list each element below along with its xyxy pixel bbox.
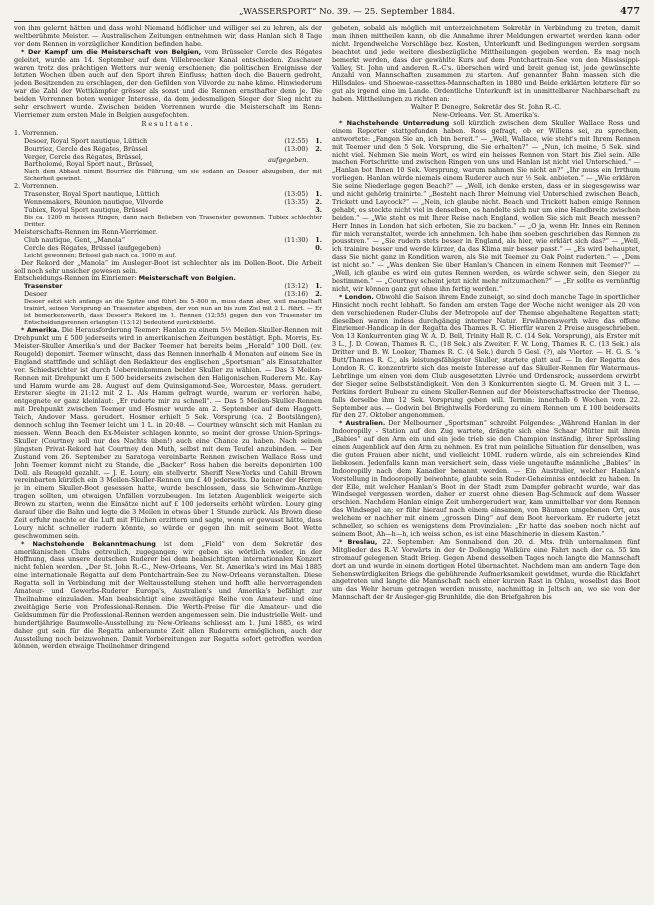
result-name: Tubiex, Royal Sport nautique, Brüssel <box>24 207 148 215</box>
result-row <box>14 283 322 291</box>
result-place: 2. <box>315 144 322 153</box>
article-heading: * London. <box>339 292 374 301</box>
running-title: „WASSERSPORT“ No. 39. — 25. September 1884. <box>239 7 456 17</box>
paragraph-continued: von ihm gelernt hätten und dass wohl Niemand höflicher und williger sei zu lehren, als der weltberühmte Meister. — Australischen Zeitungen entnehmen wir, dass Hanlan sich 8 Tage vor dem Rennen in vorzüglicher Kondition befinden habe. <box>14 25 322 48</box>
heat-note: Nach dem Abbaut nimmt Bourriez die Führung, um sie sodann an Desoer abzugeben, der mit Sicherheit gewinnt. <box>24 169 322 183</box>
paragraph-continued: gebeten, sobald als möglich mit unterzeichnetem Sekretär in Verbindung zu treten, damit man ihnen mittheilen kann, ob die Annahme ihrer Meldungen erwartet werden kann oder nicht. Irgendwelche Vorschläge bez. Kosten, Unterkunft und Bedingungen werden sorgsam beachtet und jede weitere diesbezügliche Mittheilungen gegeben werden. Es mag noch bemerkt werden, dass der gewählte Kurs auf dem Pontchartrain-See von den Mississippi-Valley, St. John und anderen R.-C's. überschen wird und breit genug ist, jede gewünschte Anzahl von Mannschaften zusammen zu starten. Auf genannter Bahn massen sich die Hillsdales- und Shoewae-cassettes-Mannschaften in 1880 und Beide erklärten letztere für so gut als irgend eine im Lande. Ordentliche Unterkunft ist in unmittelbarer Nachbarschaft zu haben. Mittheilungen zu richten an: <box>332 25 640 104</box>
result-name: Trasenster, Royal Sport nautique, Lüttich <box>24 191 160 199</box>
result-time: (13:00) <box>284 144 308 153</box>
right-column <box>332 25 640 905</box>
article-amerika <box>14 327 322 540</box>
left-column <box>14 25 322 905</box>
result-row-group <box>14 154 322 170</box>
article-text: vom Brüsseler Cercle des Régates geleitet, wurde am 14. September auf dem Villebroecker Kanal entschieden. Zuschauer waren trotz des prächtigen Wetters nur wenig erschienen; die politischen Ereignisse der letzten Wochen üben auch auf den Sport ihren Einfluss; hatten doch die Bauern gedroht, jeden Besitzenden zu erschlagen, der den Gefilden von Vilvorde zu nahe käme. Hinwiederum war die Zahl der Wettkämpfer grösser als sonst und die Rennen ernsthafter denn je. Die beiden Vorrennen boten weniger Interesse, da dem jedesmaligen Sieger der Sieg nicht zu sehr erschwert wurde. Zwischen beiden Vorrennen wurde die Meisterschaft im Renn-Vierriemer zum ersten Male in Belgien ausgefochten. <box>14 47 322 119</box>
result-name: Bourriez, Cercle des Régates, Brüssel <box>24 145 148 153</box>
result-row <box>14 207 322 215</box>
article-text: Obwohl die Saison ihrem Ende zuneigt, so sind doch manche Tage in sportlicher Hinsicht noch recht lebhaft. So fanden am ersten Tage der Woche nicht weniger als 20 von den verschiedenen Ruder-Clubs der Metropole auf der Themse abgehaltene Regatten statt; dieselben waren indess durchgängig interner Natur. Erwähnenswerth wäre das offene Einriemer-Handicap in der Regatta des Thames R. C. Hierfür waren 2 Preise ausgeschrieben. Von 13 Konkurrenten ging W. A. D. Bell, Trinity Hall R. C. (14 Sek. Vorsprung), als Erster mit 3 L., J. D. Cowan, Thames R. C., (18 Sek.) als Zweiter. F. W. Long, Thames R. C. (13 Sek.) als Dritter und B. W. Looker, Thames R. C. (4 Sek.) durch 5 Gesl. (?), als Vierter. — H. G. S. 's Butt/Thames R. C., als leistungsfähigster Skuller, startete glatt auf. — In der Regatta des London R. C. konzentrirte sich das meiste Interesse auf das Skuller-Rennen für Watermaus-Lehrlinge um einen von dem Club ausgesetzten Livrée und Ordensrock; ausserdem erwirbt der Sieger seine Selbstständigkeit. Von den 3 Konkurrenten siegte G. M. Green mit 3 L. — Perkins fordert Bubear zu einem Skuller-Rennen auf der Meisterschaftsstrecke der Themse, falls derselbe ihm 12 Sek. Vorsprung geben will. Termin: innerhalb 6 Wochen vom 22. September aus. — Godwin bei Brightwells Forderung zu einem Rennen um £ 100 beiderseits für den 27. Oktober angenommen. <box>332 292 640 420</box>
final-title <box>14 275 322 283</box>
result-place: 3. <box>315 206 322 215</box>
result-row <box>14 138 322 146</box>
result-place: 0. <box>315 243 322 252</box>
heat1-title: 1. Vorrennen. <box>14 128 59 137</box>
article-text: Der Melbourner „Sportsman“ schreibt Folgendes: „Während Hanlan in der Indooropilly - Station auf den Zug wartete, drängte sich eine Schaar Mütter mit ihren „Babies“ auf den Arm ein und ein jede trieb sie den Champion inständig, ihrer Sprössling einen Augenblick auf den Arm zu nehmen. Es trat nun peinliche Situation für denselben, was die guten Frauen aber nicht, und vielleicht 10MI. rudern würde, als ein schreiendes Kind liebkosen. Jedenfalls kann man versichert sein, dass viele ungetaufte männliche „Babies“ in Indooropilly nach dem Kanadier benannt werden. — Ein Australier, welcher Hanlan's Vorstellung in Indooropolly beiwohnte, glaubte sein Ruder-Geheimniss entdeckt zu haben. In der Eile, mit welcher Hanlan's Boot in der Stadt zum Dampfer gebracht wurde, war das Windsegel vergessen worden, daher er zuerst ohne diesen Bag-Schmuck auf dem Wasser erschien. Nachdem Hanlan einige Zeit umhergerudert war, kam unmittelbar vor dem Rennen das Windsegel an; er führ hierauf nach einem einsamen, von Bäumen umgebenen Ort, aus welchem er nachher mit einem „grossen Ding“ auf dem Boot hervorkam. Er ruderte jetzt schneller, so schien es wenigstens dem Provinzialen: „Er hatte das soeben noch nicht auf seinem Boot, Ah—h—h, ich weiss schon, es ist eine Maschinerie in diesem Kasten.“ <box>332 419 640 538</box>
article-breslau <box>332 539 640 602</box>
final-title-bold: Meisterschaft von Belgien. <box>138 274 236 283</box>
result-place: 1. <box>315 235 322 244</box>
result-place: 2. <box>315 198 322 207</box>
result-place: 1. <box>315 136 322 145</box>
signature-line: New-Orleans. Ver. St. Amerika's. <box>432 110 540 119</box>
article-heading: * Nachstehende Bekanntmachung <box>21 539 156 548</box>
heat-note: Desoer setzt sich anfangs an die Spitze und führt bis 5–800 m, muss dann aber, weil mangelhaft trainirt, seinen Vorsprung an Trasenster abgeben, der von nun an bis zum Ziel mit 2 L. führt. — Er ist bemerkenswerth, dass Desoer's Rekord im 1. Rennen (12:55) gegen den von Trasenster im Entscheidungsrennen erlangten (13:12) bedeutend zurückbleibt. <box>24 299 322 327</box>
result-name: Desoer, Royal Sport nautique, Lüttich <box>24 137 148 145</box>
article-text: 22. September. Am Sonnabend den 20. d. Mts. früh unternahmen fünf Mitglieder des R.-V. Vorwärts in der 4r Dollengig Walküre eine Fahrt nach der ca. 55 km stromauf gelegenen Stadt Brieg. Gegen Abend desselben Tages noch langte die Mannschaft dort an und wurde in einem dortigen Hotel übernachtet. Nachdem man am andern Tage den Sehenswürdigkeiten Briegs die gebührende Aufmerksamkeit gewidmet, wurde die Rückfahrt angetreten und langte die Mannschaft nach einer kurzen Rast in Ohlau, woselbst das Boot um das Wehr herum getragen werden musste, nachmittag in Jeltsch an, wo sie von der Mannschaft der 4r Ausleger-gig Brunhilde, die den Briefgahren bis <box>332 537 640 602</box>
heat2-title: 2. Vorrennen. <box>14 182 59 191</box>
result-name: Desoer <box>24 291 48 299</box>
result-name: Wennemakers, Réunion nautique, Vilvorde <box>24 199 164 207</box>
result-row <box>14 146 322 154</box>
article-heading: * Nachstehende Unterredung <box>339 118 450 127</box>
heat-note: Bis ca. 1200 m heisses Ringen, dann nach Belieben von Trasenster gewonnen. Tubiex schlechter Dritter. <box>24 214 322 228</box>
result-row <box>14 199 322 207</box>
result-time: (13:12) <box>284 282 308 291</box>
result-status: aufgegeben. <box>268 155 309 164</box>
article-heading: * Amerika. <box>21 326 60 335</box>
result-row <box>14 191 322 199</box>
result-name: Cercle des Régates, Brüssel (aufgegeben) <box>24 244 161 252</box>
article-text: soll kürzlich zwischen dem Skuller Wallace Ross und einem Reporter stattgefunden haben. Ross gefragt, ob er Willens sei, zu sprechen, antwortete: „Fangen Sie an, ich bin bereit.“ — „Well, Wallace, wie steht's mit Ihrem Rennen mit Teemer und den 5 Sek. Vorsprung, die Sie erhalten?“ — „Nun, ich meine, 5 Sek. sind nicht viel. Nehmen Sie mein Wort, es wird ein heisses Rennen von Start bis Ziel sein. Alle machen Fortschritte und zwischen Ringen von uns und Hanlan ist nicht viel Unterschied.“ — „Hanlan bot Ihnen 10 Sek. Vorsprung, warum nahmen Sie nicht an?“ „Ihr muss ein Irrthum vorliegen. Hanlan würde niemals einem Ruderer auch nur ½ Sek. anbieten.“ — „Wie erklären Sie seine Niederlage gegen Beach?“ — „Well, ich denke ersten, dass er in siegesgewiss war und nicht gehörig trainirte.“ „Besteht nach Ihrer Meinung viel Unterschied zwischen Beach, Trickett und Laycock?“ — „Nein, ich glaube nicht. Beach und Trickett haben einige Rennen gehabt, es steckte nicht viel in denselben, es handelte sich nur um eine Handbreite zwischen beiden.“ — „Wie steht es mit Ihrer Reise nach England, wollen Sie sich mit Beach messen? Herr Innes in London hat sich erboten, Sie zu backen.“ — „O ja, wenn Hr. Innes ein Rennen für mich veranstaltet, werde ich annehmen. Ich habe ihm soeben geschrieben das Rennen zu pousstren.“ — „Sie rudern stets besser in England, als hier, wie erklärt sich das?“ — „Well, ich trainire besser und werde kürzer, da das Klima mir besser passt.“ — „Es wird behauptet, dass Sie nicht ganz in Kondition waren, als Sie mit Teemer zu Oak Point ruderten.“ — „Dem ist nicht so.“ — „Was denken Sie über Hanlan's Chancen in einem Rennen mit Teemer?“ — „Well, ich glaube es wird ein gutes Rennen werden, es würde schwer sein, den Sieger zu bestimmen.“ — „Courtney scheint jetzt nicht mehr mitzumachen?“ — „Er sollte es vernünftig nicht, wir können ganz gut ohne ihn fertig werden.“ <box>332 118 640 293</box>
result-row <box>14 291 322 299</box>
page-header <box>14 6 640 22</box>
article-london <box>332 294 640 421</box>
signature-line: Walter P. Denegre, Sekretär des St. John R.-C. <box>410 103 562 112</box>
result-time: (11:30) <box>284 235 308 244</box>
result-name: Trasenster <box>24 283 63 291</box>
article-heading: * Australien. <box>339 419 386 428</box>
result-time: (13:35) <box>284 198 308 207</box>
article-bekanntmachung <box>14 541 322 652</box>
result-name: Bartholomé, Royal Sport naut., Brüssel, <box>24 160 154 169</box>
article-text: Die Herausforderung Teemer: Hanlan zu einem 5½ Meilen-Skuller-Rennen mit Drehpunkt um £ 500 jederseits wird in amerikanischen Zeitungen bestätigt. Eph. Morris, Ex-Meister-Skuller Amerika's und der Backer Teemer hat bereits beim „Herald“ 100 Doll. (ev. Reugeld) deponirt. Teemer wünscht, dass das Rennen innerhalb 4 Monaten auf einem See in England stattfinde und schlägt den Redakteur des englischen „Sportsman“ als Einsatzhalter vor. Schiedsrichter ist durch Uebereinkommen beider Skuller zu wählen. — Das 3 Meilen-Rennen mit Drehpunkt um £ 500 beiderseits zwischen den Haligonischen Ruderern Mc. Kay und Hamm wurde am 28. August auf dem Quinsigamond-See, Worcester, Mass. gerudert. Ersterer siegte in 21:12 mit 2 L. Als Hamm gefragt wurde, warum er verloren habe, entgegnete er ganz kleinlaut: „Er ruderte mir zu schnell“. — Das 5 Meilen-Skuller-Rennen mit Drehpunkt zwischen Teemer und Hosmer wurde am 2. September auf dem Haggett-Teich, Andover Mass. gerudert. Hosmer erhielt 5 Sek. Vorsprung (ca. 2 Bootslängen), dennoch schlug ihn Teemer leicht um 1 L. in 20:48. — Courtney wünscht sich mit Hanlan zu messen. Wenn Beach den Ex-Meister schlagen konnte, so meint der grosse Union-Springs-Skuller (Courtney soll nur des Nachts üben!) auch eine Chance zu haben. Nach seinen jüngsten Privat-Rekord hat Courtney den Muth, selbst mit dem Teufel anzubinden. — Der Zustand vom 26. September zu Saratoga vereinbarte Rennen zwischen Wallace Ross und John Teemer kommt nicht zu Stande, die „Backer“ Ross haben die bereits deponirten 100 Doll. als Reugeld gezahlt. — J. E. Loury, ein stellvertr. Sheriff New-Yorks und Cahill Brown vereinbarten kürzlich ein 3 Meilen-Skuller-Rennen um £ 40 jederseits. Da keiner der Herren je in einem Skuller-Boot gesessen hatte, wurde beschlossen, dass sie Schwimm-Anzüge tragen sollten, um etwaigen Unfällen vorzubeugen. Im letzten Augenblick weigerte sich Brown zu starten, wenn die Einsätze nicht auf £ 100 jederseits erhöht würden. Loury ging darauf über die Bahn und legte die 3 Meilen in etwas über 1 Stunde zurück. Als Brown diese Zeit erfuhr machte er die Luft mit Flüchen erzittern und sagte, wenn er gewusst hätte, dass Loury nicht schneller rudern könnte, so würde er gegen ihn mit seinem Boot Wette geschwommen sein. <box>14 326 322 540</box>
article-australien <box>332 420 640 539</box>
championship-title: Meisterschafts-Rennen im Renn-Vierriemer. <box>14 227 158 236</box>
result-place: 1. <box>315 282 322 291</box>
heat-note: Leicht gewonnen; Brüssel gab nach ca. 1000 m auf. <box>24 252 177 259</box>
result-names <box>24 154 268 170</box>
result-place: 1. <box>315 190 322 199</box>
final-title-text: Entscheidungs-Rennen im Einriemer: <box>14 274 137 283</box>
results-title: Resultate. <box>141 119 195 128</box>
page-number: 477 <box>620 6 640 17</box>
article-belgien <box>14 49 322 120</box>
result-place: 2. <box>315 290 322 299</box>
article-unterredung <box>332 120 640 294</box>
paragraph: Der Rekord der „Manola“ im Ausleger-Boot ist schlechter als im Dollen-Boot. Die Arbeit soll noch sehr unsicher gewesen sein. <box>14 258 322 275</box>
result-time: (13:16) <box>284 290 308 299</box>
result-row <box>14 237 322 245</box>
article-heading: * Der Kampf um die Meisterschaft von Belgien, <box>21 47 202 56</box>
result-name: Verger, Cercle des Régates, Brüssel, <box>24 153 143 161</box>
result-time: (12:55) <box>284 136 308 145</box>
article-text: ist dem „Field“ von dem Sekretär des amerikanischen Clubs getreulich, zugegangen; wir geben sie wörtlich wieder, in der Hoffnung, dass unsere deutschen Ruderer bei dem beabsichtigten internationalen Konzert nicht fehlen werden. „Der St. John R.-C., New-Orleans, Ver. St. Amerika's wird im Mai 1885 eine internationale Regatta auf dem Pontchartrain-See zu New-Orleans veranstalten. Diese Regatta soll in Verbindung mit der Weltausstellung stehen und hofft alle hervorragenden Amateur- und Gewerbs-Ruderer Europa's, Australien's und Amerika's befähigt zur Theilnahme einzuladen. Man beabsichtigt eine zweitägige Reihe von Amateur- und eine zweitägige Serie von Professional-Rennen. Die Werth-Preise für die Amateur- und die Geldsummen für die Professional-Rennen werden angemessen sein. Die industrielle Welt- und hundertjährige Baumwolle-Ausstellung zu New-Orleans schliesst am 1. Juni 1885, es wird daher gut sein für die Regatta anberaumte Zeit allen Ruderern ermöglichen, auch der Ausstellung noch beizuwohnen. Damit Vorbereitungen zur Regatta sofort getroffen werden können, werden etwaige Theilnehmer dringend <box>14 539 322 651</box>
article-heading: * Breslau, <box>339 537 378 546</box>
result-name: Club nautique, Gent, „Manola“ <box>24 236 125 244</box>
result-row <box>14 245 322 253</box>
result-time: (13:05) <box>284 190 308 199</box>
